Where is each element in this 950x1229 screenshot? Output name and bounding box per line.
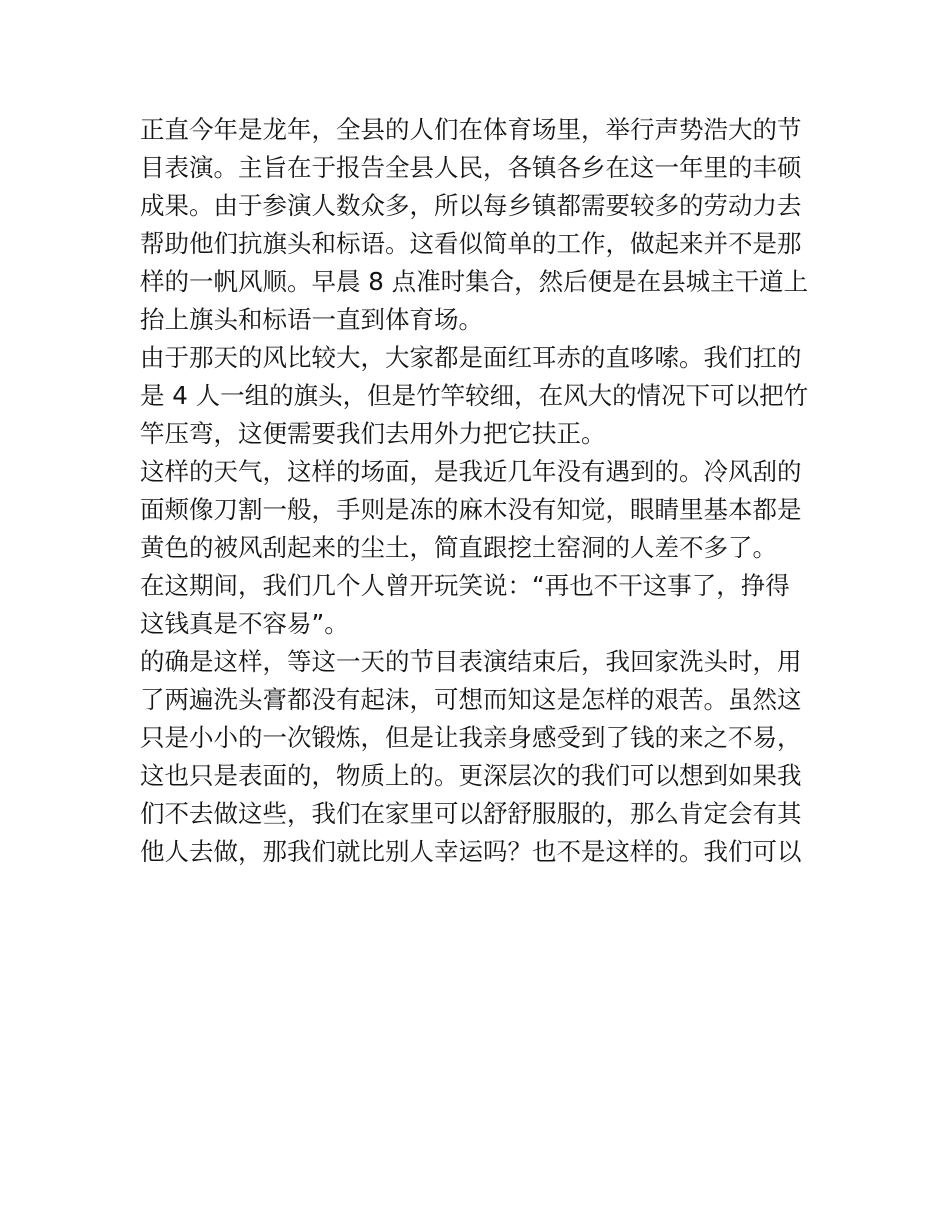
text-line: 正直今年是龙年，全县的人们在体育场里，举行声势浩大的节 [140,115,802,144]
text-line: 是 4 人一组的旗头，但是竹竿较细，在风大的情况下可以把竹 [140,381,809,410]
text-line: 样的一帆风顺。早晨 8 点准时集合，然后便是在县城主干道上 [140,267,809,296]
text-line: 这钱真是不容易”。 [140,609,349,638]
text-line: 的确是这样，等这一天的节目表演结束后，我回家洗头时，用 [140,647,802,676]
text-line: 这样的天气，这样的场面，是我近几年没有遇到的。冷风刮的 [140,457,802,486]
body-text [140,111,820,871]
text-line: 由于那天的风比较大，大家都是面红耳赤的直哆嗦。我们扛的 [140,343,802,372]
text-line: 目表演。主旨在于报告全县人民，各镇各乡在这一年里的丰硕 [140,153,802,182]
text-line: 帮助他们抗旗头和标语。这看似简单的工作，做起来并不是那 [140,229,802,258]
text-line: 了两遍洗头膏都没有起沫，可想而知这是怎样的艰苦。虽然这 [140,685,802,714]
text-line: 抬上旗头和标语一直到体育场。 [140,305,483,334]
text-line: 面颊像刀割一般，手则是冻的麻木没有知觉，眼睛里基本都是 [140,495,802,524]
text-line: 在这期间，我们几个人曾开玩笑说：“再也不干这事了，挣得 [140,571,790,600]
text-line: 这也只是表面的，物质上的。更深层次的我们可以想到如果我 [140,761,802,790]
text-line: 只是小小的一次锻炼，但是让我亲身感受到了钱的来之不易， [140,723,802,752]
text-line: 他人去做，那我们就比别人幸运吗？也不是这样的。我们可以 [140,837,802,866]
text-line: 黄色的被风刮起来的尘土，简直跟挖土窑洞的人差不多了。 [140,533,777,562]
text-line: 竿压弯，这便需要我们去用外力把它扶正。 [140,419,606,448]
text-line: 成果。由于参演人数众多，所以每乡镇都需要较多的劳动力去 [140,191,802,220]
text-line: 们不去做这些，我们在家里可以舒舒服服的，那么肯定会有其 [140,799,802,828]
